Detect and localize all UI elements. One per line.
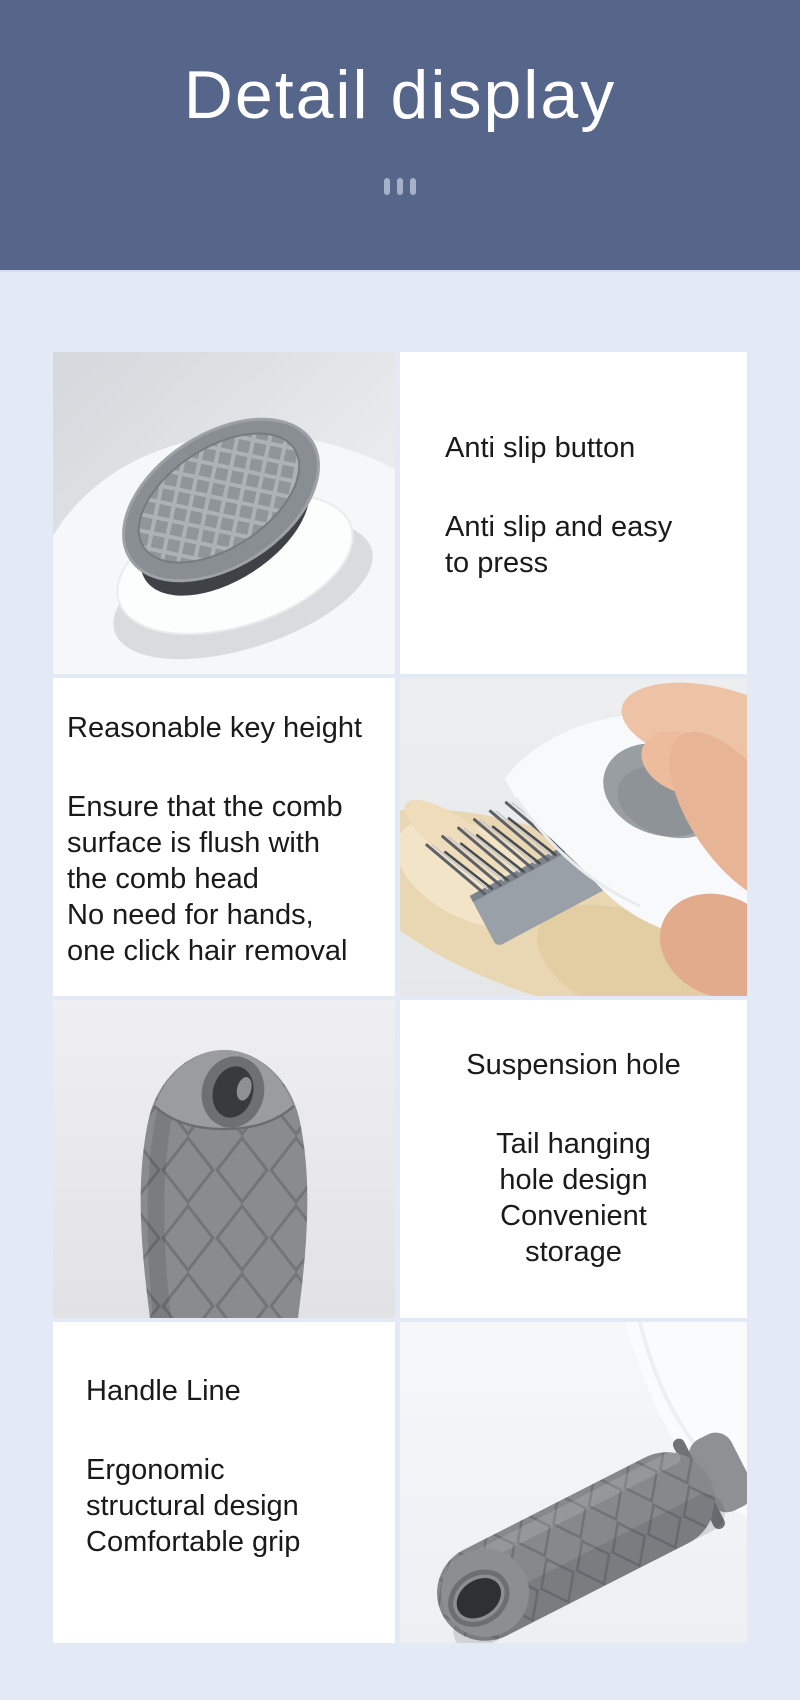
handle-grip-illustration: [400, 1322, 747, 1643]
handle-grip-photo: [400, 1322, 747, 1643]
comb-hair-illustration: [400, 678, 747, 996]
card-line: one click hair removal: [67, 935, 348, 967]
card-title: Reasonable key height: [67, 712, 363, 744]
card-line: Anti slip and easy: [445, 511, 673, 543]
detail-grid: [53, 352, 747, 1643]
title-divider-bars: [0, 178, 800, 195]
page-title: Detail display: [183, 57, 617, 133]
card-line: surface is flush with: [67, 827, 321, 859]
card-line: storage: [525, 1236, 622, 1268]
handle-line-card: [53, 1322, 395, 1643]
bar-icon: [384, 178, 390, 195]
card-line: Tail hanging: [496, 1128, 651, 1160]
card-title: Anti slip button: [445, 432, 636, 464]
suspension-hole-card: [400, 1000, 747, 1318]
card-line: to press: [445, 547, 549, 579]
card-title: Handle Line: [86, 1375, 241, 1407]
bar-icon: [410, 178, 416, 195]
bar-icon: [397, 178, 403, 195]
card-line: the comb head: [67, 863, 259, 895]
card-line: Ensure that the comb: [67, 791, 343, 823]
detail-display-header: [0, 0, 800, 272]
handle-suspension-hole-photo: [53, 1000, 395, 1318]
card-line: hole design: [499, 1164, 648, 1196]
key-height-card: [53, 678, 395, 996]
handle-hole-illustration: [53, 1000, 395, 1318]
card-line: Convenient: [500, 1200, 647, 1232]
card-line: Ergonomic: [86, 1454, 225, 1486]
anti-slip-button-photo: [53, 352, 395, 674]
card-line: Comfortable grip: [86, 1526, 301, 1558]
card-line: No need for hands,: [67, 899, 314, 931]
card-title: Suspension hole: [466, 1049, 681, 1081]
anti-slip-button-illustration: [53, 352, 395, 674]
card-line: structural design: [86, 1490, 299, 1522]
comb-pressing-hair-removal-photo: [400, 678, 747, 996]
anti-slip-button-card: [400, 352, 747, 674]
